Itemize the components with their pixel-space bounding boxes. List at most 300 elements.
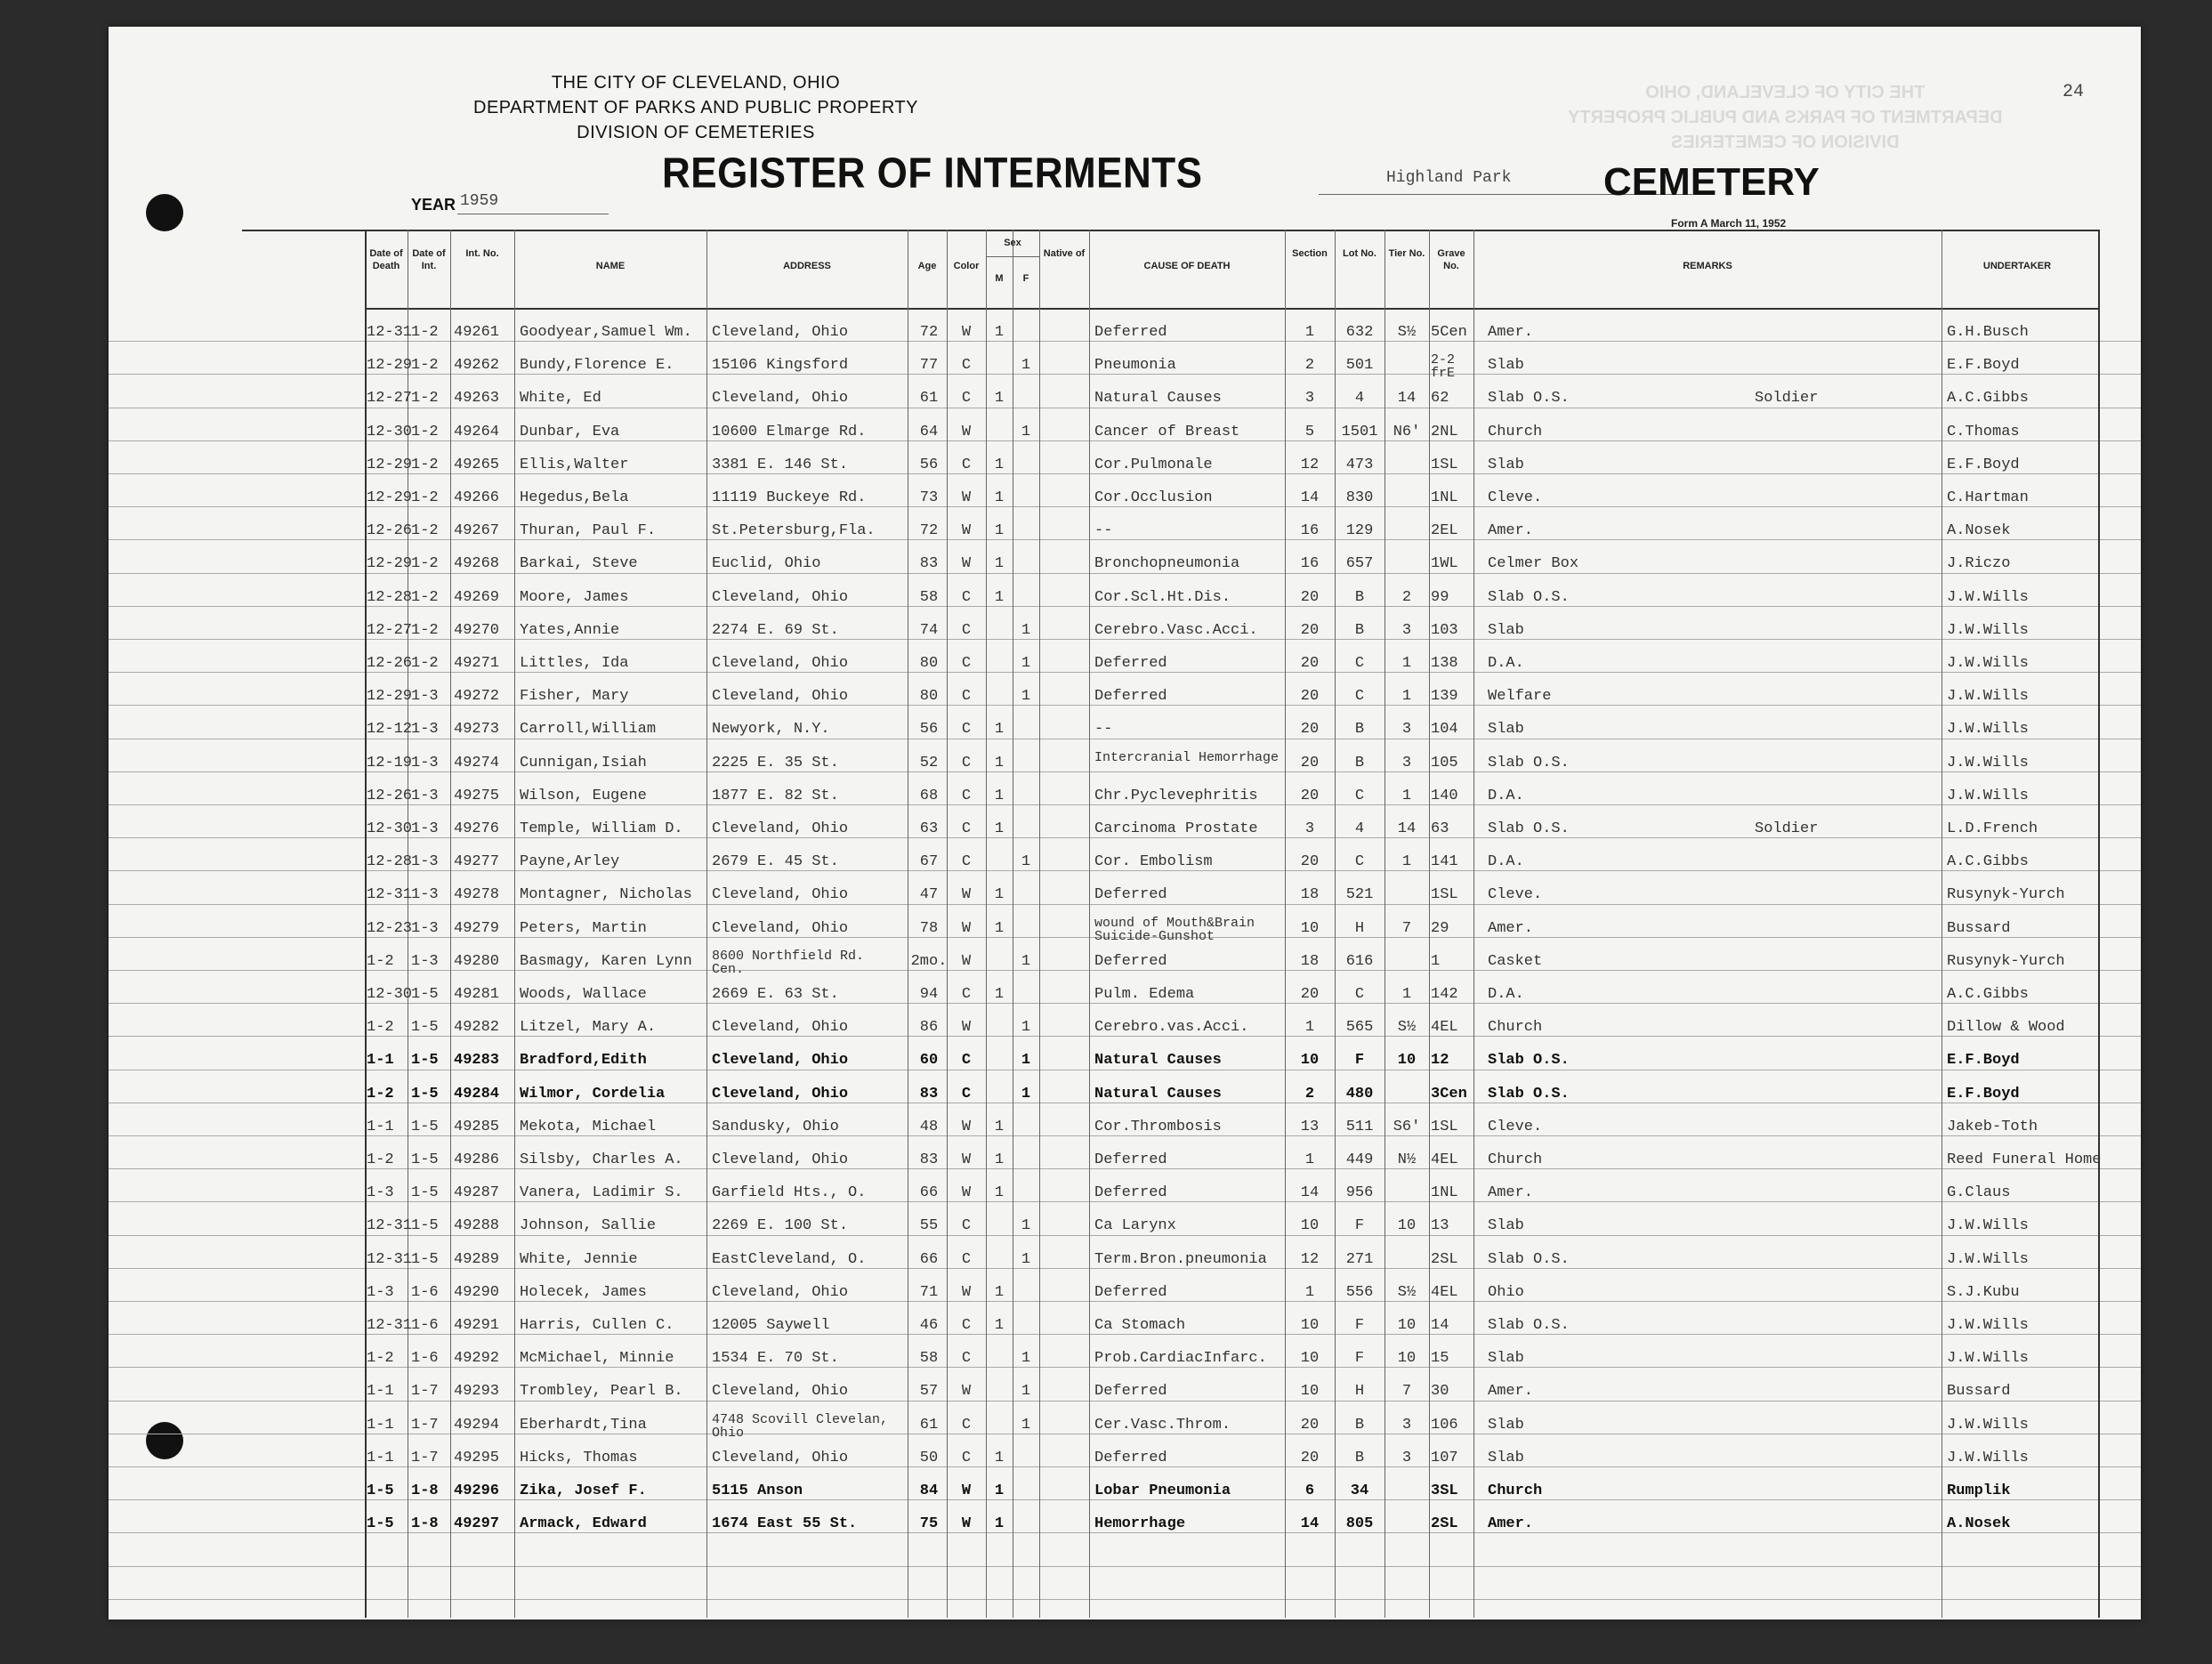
cell-cause: Deferred (1094, 688, 1167, 705)
cell-tier: 1 (1401, 986, 1412, 1003)
cell-dod: 12-26 (367, 655, 413, 672)
cell-age: 58 (919, 589, 939, 606)
cell-lot: 501 (1345, 357, 1374, 374)
cell-grave: 4EL (1431, 1284, 1458, 1301)
cell-tier: 10 (1397, 1217, 1417, 1234)
cell-doi: 1-3 (411, 920, 439, 937)
cell-no: 49291 (454, 1317, 500, 1334)
cell-no: 49293 (454, 1383, 500, 1400)
cell-rem: Amer. (1488, 920, 1534, 937)
cell-doi: 1-3 (411, 788, 439, 804)
cell-tier: 14 (1397, 390, 1417, 407)
cell-age: 80 (919, 655, 939, 672)
cell-no: 49268 (454, 555, 500, 572)
cell-grave: 141 (1431, 853, 1458, 870)
cell-sec: 20 (1300, 622, 1320, 639)
cell-sec: 16 (1300, 522, 1320, 539)
cell-color: C (961, 456, 972, 473)
cell-color: W (961, 555, 972, 572)
year-label: YEAR (411, 196, 456, 214)
cell-age: 77 (919, 357, 939, 374)
cell-color: C (961, 721, 972, 738)
cell-addr: Newyork, N.Y. (712, 721, 830, 738)
table-row (109, 1077, 2141, 1110)
cell-m: 1 (994, 555, 1005, 572)
cell-und: Jakeb-Toth (1947, 1119, 2038, 1135)
cell-dod: 12-23 (367, 920, 413, 937)
cell-doi: 1-3 (411, 688, 439, 705)
cell-name: White, Jennie (520, 1251, 638, 1268)
cell-und: G.H.Busch (1947, 324, 2029, 341)
cell-lot: C (1354, 788, 1365, 804)
cell-m: 1 (994, 788, 1005, 804)
cell-dod: 12-28 (367, 589, 413, 606)
cell-lot: 511 (1345, 1119, 1374, 1135)
cell-age: 66 (919, 1184, 939, 1201)
cell-rem: Slab O.S. (1488, 1086, 1570, 1103)
cell-addr: Garfield Hts., O. (712, 1184, 867, 1201)
cell-lot: F (1354, 1317, 1365, 1334)
register-sheet (109, 27, 2141, 1620)
cell-doi: 1-6 (411, 1350, 439, 1367)
cell-name: Barkai, Steve (520, 555, 638, 572)
cell-sec: 10 (1300, 1317, 1320, 1334)
cell-no: 49295 (454, 1450, 500, 1466)
cell-sec: 20 (1300, 589, 1320, 606)
cell-tier: 10 (1397, 1350, 1417, 1367)
cell-age: 50 (919, 1450, 939, 1466)
cell-m: 1 (994, 589, 1005, 606)
table-row (109, 315, 2141, 348)
cell-m: 1 (994, 986, 1005, 1003)
cell-cause: Deferred (1094, 655, 1167, 672)
column-header-grave: Grave No. (1437, 248, 1465, 271)
cell-tier: S½ (1397, 324, 1417, 341)
cell-name: Fisher, Mary (520, 688, 629, 705)
cell-grave: 1NL (1431, 1184, 1458, 1201)
cell-sec: 20 (1300, 1450, 1320, 1466)
cell-doi: 1-2 (411, 655, 439, 672)
cell-rem: Celmer Box (1488, 555, 1579, 572)
cell-dod: 1-2 (367, 1086, 394, 1103)
cell-color: W (961, 1184, 972, 1201)
cell-doi: 1-2 (411, 489, 439, 506)
cell-tier: 3 (1401, 721, 1412, 738)
cell-dod: 12-12 (367, 721, 413, 738)
cell-tier: 3 (1401, 622, 1412, 639)
cell-und: Reed Funeral Home (1947, 1151, 2102, 1168)
cell-dod: 12-31 (367, 1251, 413, 1268)
table-row (109, 1242, 2141, 1275)
cell-age: 61 (919, 390, 939, 407)
cell-cause: Cor.Thrombosis (1094, 1119, 1222, 1135)
cell-grave: 3Cen (1431, 1086, 1467, 1103)
cell-cause: Lobar Pneumonia (1094, 1482, 1231, 1499)
cell-und: A.C.Gibbs (1947, 853, 2029, 870)
cell-grave: 4EL (1431, 1019, 1458, 1036)
table-row (109, 779, 2141, 812)
cell-sec: 20 (1300, 655, 1320, 672)
cell-color: W (961, 324, 972, 341)
cell-tier: 1 (1401, 688, 1412, 705)
cell-color: W (961, 953, 972, 970)
cell-no: 49270 (454, 622, 500, 639)
cell-color: W (961, 886, 972, 903)
cell-tier: S6' (1393, 1119, 1421, 1135)
ruled-line (109, 1599, 2141, 1600)
cell-addr: 10600 Elmarge Rd. (712, 424, 867, 440)
cell-m: 1 (994, 456, 1005, 473)
table-row (109, 1143, 2141, 1175)
cell-cause: wound of Mouth&Brain Suicide-Gunshot (1094, 916, 1255, 944)
cell-dod: 1-1 (367, 1119, 394, 1135)
cell-tier: 3 (1401, 1450, 1412, 1466)
cell-sec: 20 (1300, 755, 1320, 771)
table-row (109, 1275, 2141, 1308)
cell-age: 83 (919, 1086, 939, 1103)
column-header-doi: Date of Int. (412, 248, 446, 271)
cell-addr: Cleveland, Ohio (712, 820, 849, 837)
cell-lot: B (1354, 589, 1365, 606)
cell-name: Woods, Wallace (520, 986, 647, 1003)
cell-grave: 107 (1431, 1450, 1458, 1466)
cell-grave: 12 (1431, 1052, 1449, 1069)
cell-m: 1 (994, 1151, 1005, 1168)
cell-dod: 12-31 (367, 1317, 413, 1334)
cell-cause: Cor. Embolism (1094, 853, 1213, 870)
cell-lot: F (1354, 1052, 1365, 1069)
cell-doi: 1-5 (411, 986, 439, 1003)
cell-color: C (961, 655, 972, 672)
column-header-sec: Section (1292, 248, 1328, 259)
cell-tier: 2 (1401, 589, 1412, 606)
cell-rem: Slab (1488, 622, 1524, 639)
cell-doi: 1-6 (411, 1317, 439, 1334)
cell-doi: 1-6 (411, 1284, 439, 1301)
cell-grave: 1SL (1431, 1119, 1458, 1135)
cell-rem: D.A. (1488, 788, 1524, 804)
cell-grave: 139 (1431, 688, 1458, 705)
cell-cause: Pulm. Edema (1094, 986, 1195, 1003)
cell-dod: 12-31 (367, 324, 413, 341)
cell-doi: 1-7 (411, 1450, 439, 1466)
cell-m: 1 (994, 1450, 1005, 1466)
cell-age: 83 (919, 1151, 939, 1168)
column-header-native: Native of (1043, 248, 1086, 259)
table-row (109, 944, 2141, 977)
cell-name: Payne,Arley (520, 853, 620, 870)
cell-rem: Slab (1488, 721, 1524, 738)
cell-grave: 1SL (1431, 886, 1458, 903)
cell-sec: 1 (1304, 1019, 1315, 1036)
cell-m: 1 (994, 1284, 1005, 1301)
cell-doi: 1-3 (411, 886, 439, 903)
column-header-tier: Tier No. (1388, 248, 1425, 259)
cell-age: 80 (919, 688, 939, 705)
cell-rem: Slab (1488, 1417, 1524, 1434)
cell-tier: 1 (1401, 788, 1412, 804)
sex-group-rule (986, 256, 1039, 257)
cell-addr: St.Petersburg,Fla. (712, 522, 876, 539)
cell-age: 52 (919, 755, 939, 771)
cell-name: Temple, William D. (520, 820, 683, 837)
cell-addr: 4748 Scovill Clevelan, Ohio (712, 1412, 889, 1441)
cell-name: Goodyear,Samuel Wm. (520, 324, 692, 341)
cell-color: W (961, 424, 972, 440)
cell-name: White, Ed (520, 390, 601, 407)
cell-name: Hicks, Thomas (520, 1450, 638, 1466)
cell-dod: 1-1 (367, 1383, 394, 1400)
cell-rem2: Soldier (1755, 390, 1819, 407)
cell-addr: Cleveland, Ohio (712, 1052, 849, 1069)
cell-sec: 10 (1300, 1217, 1320, 1234)
column-header-color: Color (953, 261, 980, 271)
cell-tier: 10 (1397, 1317, 1417, 1334)
cell-grave: 14 (1431, 1317, 1449, 1334)
cell-addr: 2679 E. 45 St. (712, 853, 839, 870)
cell-f: 1 (1021, 1417, 1031, 1434)
cell-color: C (961, 1086, 972, 1103)
cell-rem: Slab O.S. (1488, 1052, 1570, 1069)
table-row (109, 844, 2141, 877)
cell-lot: 565 (1345, 1019, 1374, 1036)
cell-und: E.F.Boyd (1947, 456, 2020, 473)
cell-no: 49263 (454, 390, 500, 407)
cell-tier: N½ (1397, 1151, 1417, 1168)
cell-rem: Church (1488, 1019, 1543, 1036)
cell-cause: Natural Causes (1094, 1052, 1222, 1069)
cell-age: 74 (919, 622, 939, 639)
table-row (109, 513, 2141, 546)
cell-age: 64 (919, 424, 939, 440)
cell-name: Moore, James (520, 589, 629, 606)
cell-cause: Prob.CardiacInfarc. (1094, 1350, 1267, 1367)
cell-dod: 12-29 (367, 555, 413, 572)
cell-f: 1 (1021, 1350, 1031, 1367)
cell-name: Montagner, Nicholas (520, 886, 692, 903)
cell-grave: 2SL (1431, 1251, 1458, 1268)
cell-name: Trombley, Pearl B. (520, 1383, 683, 1400)
cell-name: Zika, Josef F. (520, 1482, 647, 1499)
cell-lot: F (1354, 1217, 1365, 1234)
cell-rem: Church (1488, 1151, 1543, 1168)
cell-addr: Cleveland, Ohio (712, 1151, 849, 1168)
cell-dod: 1-1 (367, 1450, 394, 1466)
cell-name: Vanera, Ladimir S. (520, 1184, 683, 1201)
column-header-m: M (995, 273, 1004, 284)
cell-lot: H (1354, 920, 1365, 937)
cell-doi: 1-3 (411, 755, 439, 771)
cell-name: Holecek, James (520, 1284, 647, 1301)
cell-no: 49261 (454, 324, 500, 341)
cell-und: A.Nosek (1947, 522, 2011, 539)
cell-color: C (961, 853, 972, 870)
table-row (109, 1506, 2141, 1539)
cell-dod: 12-27 (367, 390, 413, 407)
cell-m: 1 (994, 886, 1005, 903)
cell-name: Carroll,William (520, 721, 657, 738)
cell-cause: Cor.Pulmonale (1094, 456, 1213, 473)
cell-sec: 6 (1304, 1482, 1315, 1499)
cell-addr: EastCleveland, O. (712, 1251, 867, 1268)
table-row (109, 1110, 2141, 1143)
cell-tier: S½ (1397, 1284, 1417, 1301)
cell-grave: 2EL (1431, 522, 1458, 539)
cell-doi: 1-3 (411, 853, 439, 870)
cell-rem: Slab O.S. (1488, 1317, 1570, 1334)
column-header-lot: Lot No. (1343, 248, 1376, 259)
cell-cause: Cer.Vasc.Throm. (1094, 1417, 1231, 1434)
cell-no: 49288 (454, 1217, 500, 1234)
cell-dod: 1-1 (367, 1417, 394, 1434)
cell-grave: 29 (1431, 920, 1449, 937)
cell-name: Cunnigan,Isiah (520, 755, 647, 771)
cell-lot: C (1354, 688, 1365, 705)
table-row (109, 1308, 2141, 1341)
cell-tier: 14 (1397, 820, 1417, 837)
cell-grave: 62 (1431, 390, 1449, 407)
cell-no: 49269 (454, 589, 500, 606)
cell-cause: Deferred (1094, 1450, 1167, 1466)
grid-top-rule (242, 230, 2098, 231)
cell-addr: Cleveland, Ohio (712, 324, 849, 341)
cell-rem: Slab O.S. (1488, 1251, 1570, 1268)
year-value: 1959 (460, 192, 499, 210)
cell-age: 56 (919, 456, 939, 473)
cell-cause: -- (1094, 721, 1113, 738)
column-header-cause: CAUSE OF DEATH (1143, 261, 1231, 271)
cell-lot: B (1354, 1450, 1365, 1466)
cell-age: 71 (919, 1284, 939, 1301)
table-row (109, 812, 2141, 844)
cell-und: J.W.Wills (1947, 788, 2029, 804)
cell-und: Rusynyk-Yurch (1947, 886, 2065, 903)
cell-und: L.D.French (1947, 820, 2038, 837)
cell-m: 1 (994, 390, 1005, 407)
cell-age: 58 (919, 1350, 939, 1367)
cell-rem: Amer. (1488, 1515, 1534, 1532)
cell-f: 1 (1021, 622, 1031, 639)
binder-hole-top (146, 194, 183, 231)
cell-no: 49272 (454, 688, 500, 705)
cell-lot: 271 (1345, 1251, 1374, 1268)
cell-sec: 13 (1300, 1119, 1320, 1135)
cell-doi: 1-5 (411, 1019, 439, 1036)
cell-age: 63 (919, 820, 939, 837)
cell-und: J.W.Wills (1947, 721, 2029, 738)
cell-und: J.W.Wills (1947, 1417, 2029, 1434)
cell-cause: Natural Causes (1094, 1086, 1222, 1103)
cell-f: 1 (1021, 1019, 1031, 1036)
cell-addr: Cleveland, Ohio (712, 886, 849, 903)
cell-doi: 1-7 (411, 1383, 439, 1400)
cell-sec: 10 (1300, 1383, 1320, 1400)
cell-rem: Amer. (1488, 522, 1534, 539)
cell-tier: S½ (1397, 1019, 1417, 1036)
cell-color: C (961, 1217, 972, 1234)
cell-doi: 1-5 (411, 1151, 439, 1168)
cell-rem: Amer. (1488, 1383, 1534, 1400)
cell-sec: 10 (1300, 1350, 1320, 1367)
cell-age: 72 (919, 522, 939, 539)
cell-addr: Cleveland, Ohio (712, 589, 849, 606)
cell-cause: Ca Stomach (1094, 1317, 1186, 1334)
cell-addr: Cleveland, Ohio (712, 1086, 849, 1103)
cell-grave: 5Cen (1431, 324, 1467, 341)
cell-age: 57 (919, 1383, 939, 1400)
cell-addr: 5115 Anson (712, 1482, 803, 1499)
table-row (109, 1208, 2141, 1241)
cell-dod: 12-29 (367, 456, 413, 473)
cell-grave: 99 (1431, 589, 1449, 606)
table-row (109, 1441, 2141, 1474)
cell-cause: Deferred (1094, 1184, 1167, 1201)
cell-m: 1 (994, 920, 1005, 937)
cell-rem: Slab O.S. (1488, 589, 1570, 606)
cell-no: 49277 (454, 853, 500, 870)
cell-grave: 1NL (1431, 489, 1458, 506)
cell-color: C (961, 986, 972, 1003)
cell-und: E.F.Boyd (1947, 1086, 2020, 1103)
cell-grave: 103 (1431, 622, 1458, 639)
cell-dod: 1-2 (367, 1151, 394, 1168)
cell-name: Yates,Annie (520, 622, 620, 639)
cell-dod: 1-2 (367, 953, 394, 970)
cell-color: W (961, 1482, 972, 1499)
cell-cause: Carcinoma Prostate (1094, 820, 1258, 837)
cell-doi: 1-2 (411, 424, 439, 440)
cell-dod: 1-1 (367, 1052, 394, 1069)
cell-sec: 10 (1300, 920, 1320, 937)
cell-dod: 12-27 (367, 622, 413, 639)
cell-cause: Cor.Occlusion (1094, 489, 1213, 506)
cell-dod: 1-2 (367, 1019, 394, 1036)
cell-dod: 12-30 (367, 424, 413, 440)
cell-color: C (961, 1350, 972, 1367)
cell-m: 1 (994, 1119, 1005, 1135)
cell-sec: 20 (1300, 853, 1320, 870)
cell-age: 83 (919, 555, 939, 572)
cell-dod: 12-28 (367, 853, 413, 870)
cell-lot: 480 (1345, 1086, 1374, 1103)
cell-addr: Cleveland, Ohio (712, 1450, 849, 1466)
cell-tier: 7 (1401, 1383, 1412, 1400)
cell-grave: 106 (1431, 1417, 1458, 1434)
cell-no: 49289 (454, 1251, 500, 1268)
cell-sec: 5 (1304, 424, 1315, 440)
cell-color: C (961, 357, 972, 374)
cell-no: 49267 (454, 522, 500, 539)
cell-no: 49279 (454, 920, 500, 937)
cell-color: C (961, 820, 972, 837)
cell-addr: 12005 Saywell (712, 1317, 830, 1334)
cell-dod: 1-5 (367, 1482, 394, 1499)
cell-dod: 1-3 (367, 1184, 394, 1201)
cell-name: Eberhardt,Tina (520, 1417, 647, 1434)
cell-dod: 12-29 (367, 688, 413, 705)
cell-doi: 1-5 (411, 1052, 439, 1069)
cell-no: 49273 (454, 721, 500, 738)
cell-und: J.W.Wills (1947, 589, 2029, 606)
cell-doi: 1-2 (411, 357, 439, 374)
cell-addr: Cleveland, Ohio (712, 920, 849, 937)
cell-grave: 4EL (1431, 1151, 1458, 1168)
cell-lot: B (1354, 1417, 1365, 1434)
table-row (109, 448, 2141, 481)
column-header-und: UNDERTAKER (1982, 261, 2052, 271)
cell-f: 1 (1021, 688, 1031, 705)
cell-tier: 7 (1401, 920, 1412, 937)
